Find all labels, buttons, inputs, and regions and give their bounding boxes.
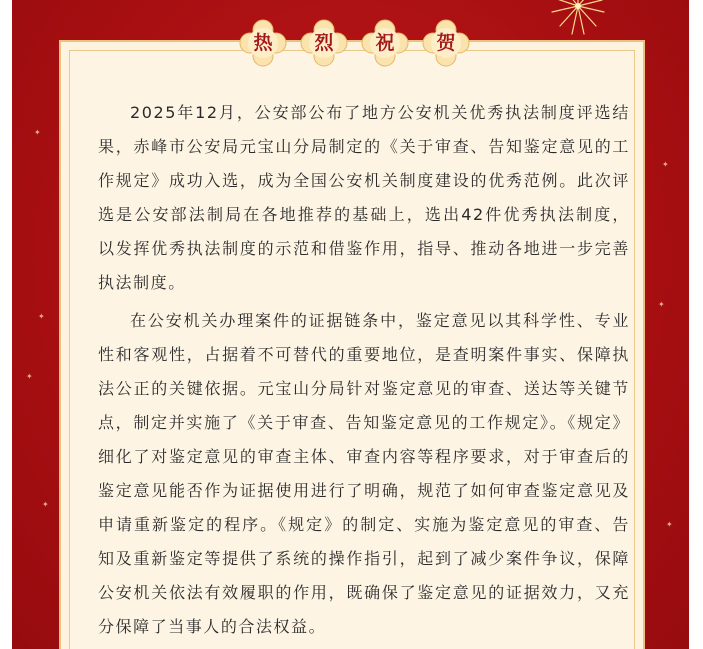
- title-char: 热: [253, 32, 273, 54]
- sparkle-decoration: ✦: [662, 160, 669, 169]
- poster-background: [12, 0, 689, 649]
- title-badge: [361, 19, 409, 67]
- sparkle-decoration: ✦: [42, 500, 49, 509]
- sparkle-decoration: ✦: [38, 312, 45, 321]
- title-badge: [239, 19, 287, 67]
- firework-icon: [546, 0, 610, 38]
- title-char: 贺: [436, 32, 456, 54]
- sparkle-decoration: ✦: [34, 128, 41, 137]
- congratulations-banner: [239, 19, 483, 69]
- article-body: [98, 96, 630, 648]
- article-paragraph: 2025年12月，公安部公布了地方公安机关优秀执法制度评选结果，赤峰市公安局元宝山分局制定的《关于审查、告知鉴定意见的工作规定》成功入选，成为全国公安机关制度建设的优秀范例。此次评选是公安部法制局在各地推荐的基础上，选出42件优秀执法制度，以发挥优秀执法制度的示范和借鉴作用，指导、推动各地进一步完善执法制度。: [98, 103, 630, 292]
- title-char: 祝: [375, 32, 395, 54]
- title-char: 烈: [314, 32, 334, 54]
- sparkle-decoration: ✦: [26, 372, 33, 381]
- sparkle-decoration: ✦: [666, 520, 673, 529]
- article-paragraph: 在公安机关办理案件的证据链条中，鉴定意见以其科学性、专业性和客观性，占据着不可替代的重要地位，是查明案件事实、保障执法公正的关键依据。元宝山分局针对鉴定意见的审查、送达等关键节点，制定并实施了《关于审查、告知鉴定意见的工作规定》。《规定》细化了对鉴定意见的审查主体、审查内容等程序要求，对于审查后的鉴定意见能否作为证据使用进行了明确，规范了如何审查鉴定意见及申请重新鉴定的程序。《规定》的制定、实施为鉴定意见的审查、告知及重新鉴定等提供了系统的操作指引，起到了减少案件争议，保障公安机关依法有效履职的作用，既确保了鉴定意见的证据效力，又充分保障了当事人的合法权益。: [98, 311, 630, 636]
- sparkle-decoration: ✦: [658, 300, 665, 309]
- title-badge: [300, 19, 348, 67]
- title-badge: [422, 19, 470, 67]
